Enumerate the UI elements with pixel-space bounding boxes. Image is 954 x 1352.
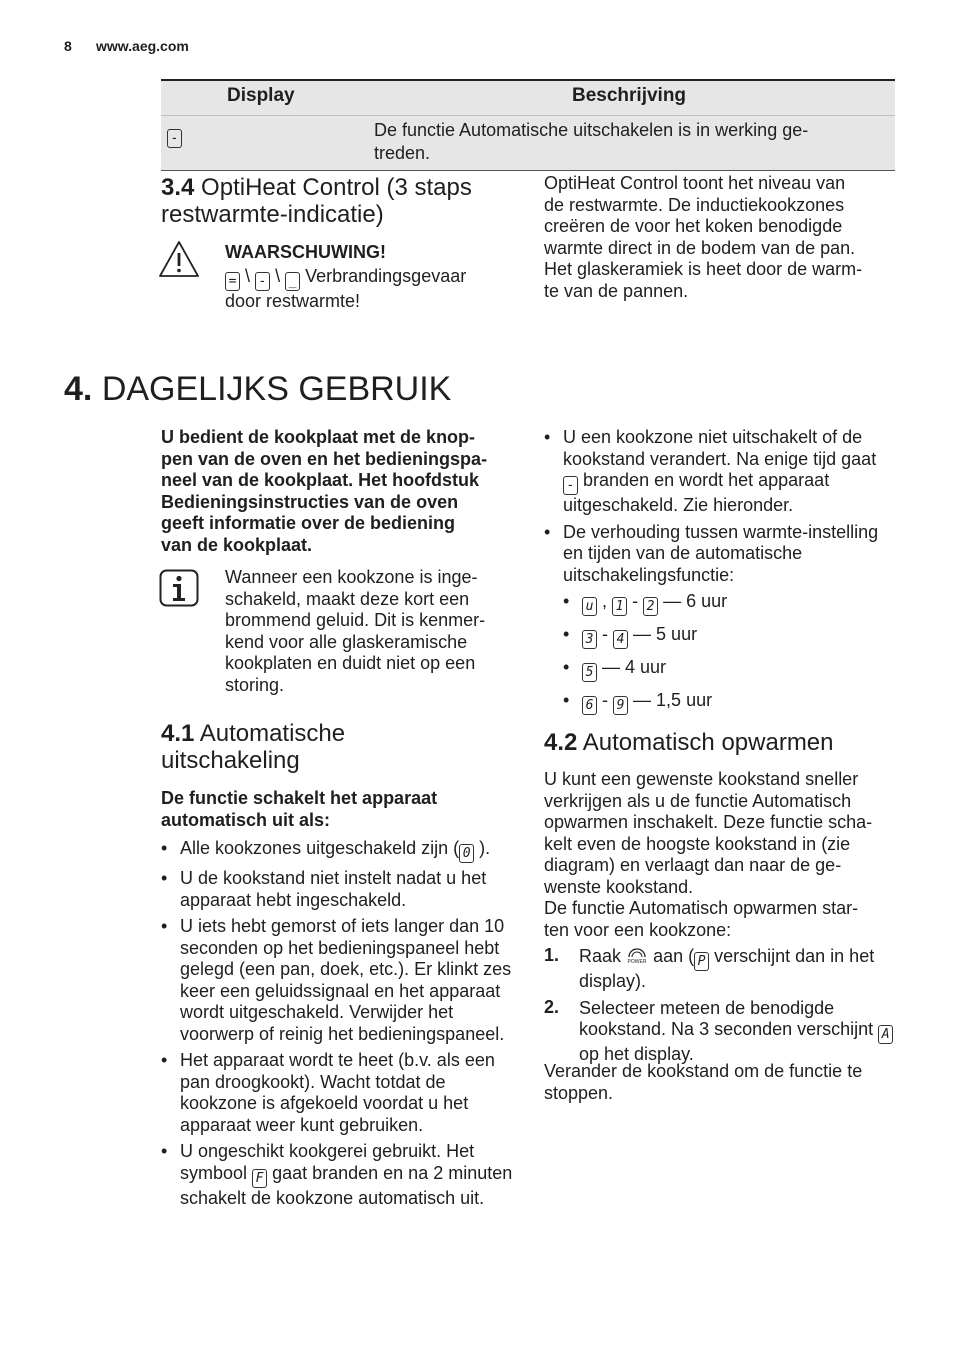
section-title: OptiHeat Control (3 staps: [201, 174, 472, 201]
list-item: • U ongeschikt kookgerei gebruikt. Het symbool F gaat branden en na 2 minuten schakelt de kookzone automatisch uit.: [161, 1141, 514, 1209]
body-line: Het glaskeramiek is heet door de warm-: [544, 259, 863, 279]
info-note: [225, 567, 520, 696]
body-line: de restwarmte. De inductiekookzones: [544, 194, 845, 215]
lead-line: De functie schakelt het apparaat: [161, 788, 438, 808]
f-symbol: F: [252, 1169, 267, 1188]
chapter-title: DAGELIJKS GEBRUIK: [101, 370, 452, 408]
power-icon: [626, 947, 648, 965]
minus-symbol: -: [563, 476, 578, 495]
level-symbol: 5: [582, 663, 597, 682]
level-symbol: u: [582, 597, 597, 616]
time-item: • 3 - 4 — 5 uur: [563, 624, 893, 649]
body-line: creëren de voor het koken benodigde: [544, 216, 843, 236]
note-line: storing.: [225, 674, 285, 695]
level-symbol: 9: [613, 696, 628, 715]
desc-line: treden.: [374, 143, 431, 163]
a-symbol: A: [878, 1025, 893, 1044]
warning-icon: [158, 240, 200, 278]
warning-text-line1: Verbrandingsgevaar: [305, 266, 467, 286]
body-line: OptiHeat Control toont het niveau van: [544, 173, 846, 193]
level-symbol: 2: [643, 597, 658, 616]
section-number: 4.1: [161, 720, 195, 747]
right-bullet-list: [544, 427, 894, 591]
intro-paragraph: [161, 427, 521, 556]
time-item: • 6 - 9 — 1,5 uur: [563, 690, 893, 715]
section-3-4-body: [544, 173, 894, 302]
list-item: • Het apparaat wordt te heet (b.v. als een pan droogkookt). Wacht totdat de kookzone is afgekoeld voordat u het apparaat weer kunt gebruiken.: [161, 1050, 514, 1136]
intro-line: neel van de kookplaat. Het hoofdstuk: [161, 470, 480, 490]
separator: \: [275, 266, 281, 286]
note-line: schakeld, maakt deze kort een: [225, 588, 470, 609]
auto-off-list: [161, 838, 514, 1214]
zero-symbol: 0: [459, 844, 474, 863]
section-title: Automatisch opwarmen: [582, 729, 834, 756]
residual-heat-medium-symbol: -: [255, 272, 270, 291]
body-line: te van de pannen.: [544, 280, 689, 301]
residual-heat-high-symbol: =: [225, 272, 240, 291]
warning-block: [225, 241, 525, 313]
time-list: [563, 591, 893, 723]
info-icon: [159, 569, 199, 607]
warning-text: [225, 266, 525, 313]
time-item: • u , 1 - 2 — 6 uur: [563, 591, 893, 616]
display-table: [161, 79, 895, 171]
section-title-line2: restwarmte-indicatie): [161, 201, 384, 228]
step-item: 1. Raak POWER aan ( P verschijnt dan in het display).: [544, 945, 875, 991]
list-item: • De verhouding tussen warmte-instelling en tijden van de automatische uitschakelingsfunctie:: [544, 522, 894, 587]
level-symbol: 3: [582, 630, 597, 649]
warning-text-line2: door restwarmte!: [225, 291, 361, 311]
steps-list: [544, 946, 896, 1071]
level-symbol: 1: [612, 597, 627, 616]
table-row: [161, 116, 895, 171]
note-line: brommend geluid. Dit is kenmer-: [225, 610, 486, 630]
table-cell-description: [374, 119, 884, 165]
list-item: • U een kookzone niet uitschakelt of de kookstand verandert. Na enige tijd gaat - branden en wordt het apparaat uitgeschakeld. Zie hieronder.: [544, 427, 894, 517]
separator: \: [245, 266, 251, 286]
column-header-description: Beschrijving: [572, 85, 687, 106]
section-title: Automatische: [199, 720, 346, 747]
table-header-row: [161, 79, 895, 116]
power-icon-label: POWER: [627, 959, 647, 965]
note-line: kend voor alle glaskeramische: [225, 631, 468, 652]
level-symbol: 6: [582, 696, 597, 715]
level-symbol: 4: [613, 630, 628, 649]
section-4-2-heading: [544, 729, 894, 756]
header-url: www.aeg.com: [96, 38, 189, 54]
step-number: 2.: [544, 996, 560, 1017]
display-symbol: -: [167, 129, 182, 148]
section-number: 4.2: [544, 729, 578, 756]
section-3-4-heading: [161, 174, 521, 228]
list-item: • Alle kookzones uitgeschakeld zijn ( 0 ).: [161, 838, 514, 863]
intro-line: Bedieningsinstructies van de oven: [161, 491, 459, 512]
section-4-1-lead: [161, 788, 521, 831]
page-number: 8: [64, 38, 72, 54]
residual-heat-low-symbol: _: [285, 272, 300, 291]
section-number: 3.4: [161, 174, 195, 201]
step-item: 2. Selecteer meteen de benodigde kookstand. Na 3 seconden verschijnt A op het display.: [544, 998, 896, 1066]
section-4-2-body: U kunt een gewenste kookstand sneller verkrijgen als u de functie Automatisch opwarmen inschakelt. Deze functie scha- kelt even de hoogste kookstand in (zie diagram) en verlaagt dan naar de ge- wenste kookstand. De functie Automatisch opwarmen star- ten voor een kookzone:: [544, 769, 873, 940]
time-item: • 5 — 4 uur: [563, 657, 893, 682]
note-line: Wanneer een kookzone is inge-: [225, 567, 478, 587]
note-line: kookplaten en duidt niet op een: [225, 653, 476, 673]
intro-line: U bedient de kookplaat met de knop-: [161, 427, 476, 447]
section-title-line2: uitschakeling: [161, 747, 300, 774]
intro-line: van de kookplaat.: [161, 534, 313, 555]
lead-line: automatisch uit als:: [161, 809, 331, 830]
desc-line: De functie Automatische uitschakelen is in werking ge-: [374, 120, 809, 140]
column-header-display: Display: [227, 85, 295, 106]
chapter-heading: [64, 370, 451, 409]
section-4-2-outro: Verander de kookstand om de functie te stoppen.: [544, 1061, 863, 1103]
warning-label: WAARSCHUWING!: [225, 242, 386, 262]
step-number: 1.: [544, 945, 560, 965]
body-line: warmte direct in de bodem van de pan.: [544, 237, 856, 258]
p-symbol: P: [694, 952, 709, 971]
list-item: • U de kookstand niet instelt nadat u het apparaat hebt ingeschakeld.: [161, 868, 514, 911]
section-4-1-heading: [161, 720, 521, 774]
intro-line: pen van de oven en het bedieningspa-: [161, 448, 488, 469]
intro-line: geeft informatie over de bediening: [161, 513, 456, 533]
chapter-number: 4.: [64, 370, 93, 408]
list-item: • U iets hebt gemorst of iets langer dan 10 seconden op het bedieningspaneel hebt gelegd (een pan, doek, etc.). Er klinkt zes keer een geluidssignaal en het apparaat wordt uitgeschakeld. Verwijder het voorwerp of reinig het bedieningspaneel.: [161, 916, 514, 1045]
